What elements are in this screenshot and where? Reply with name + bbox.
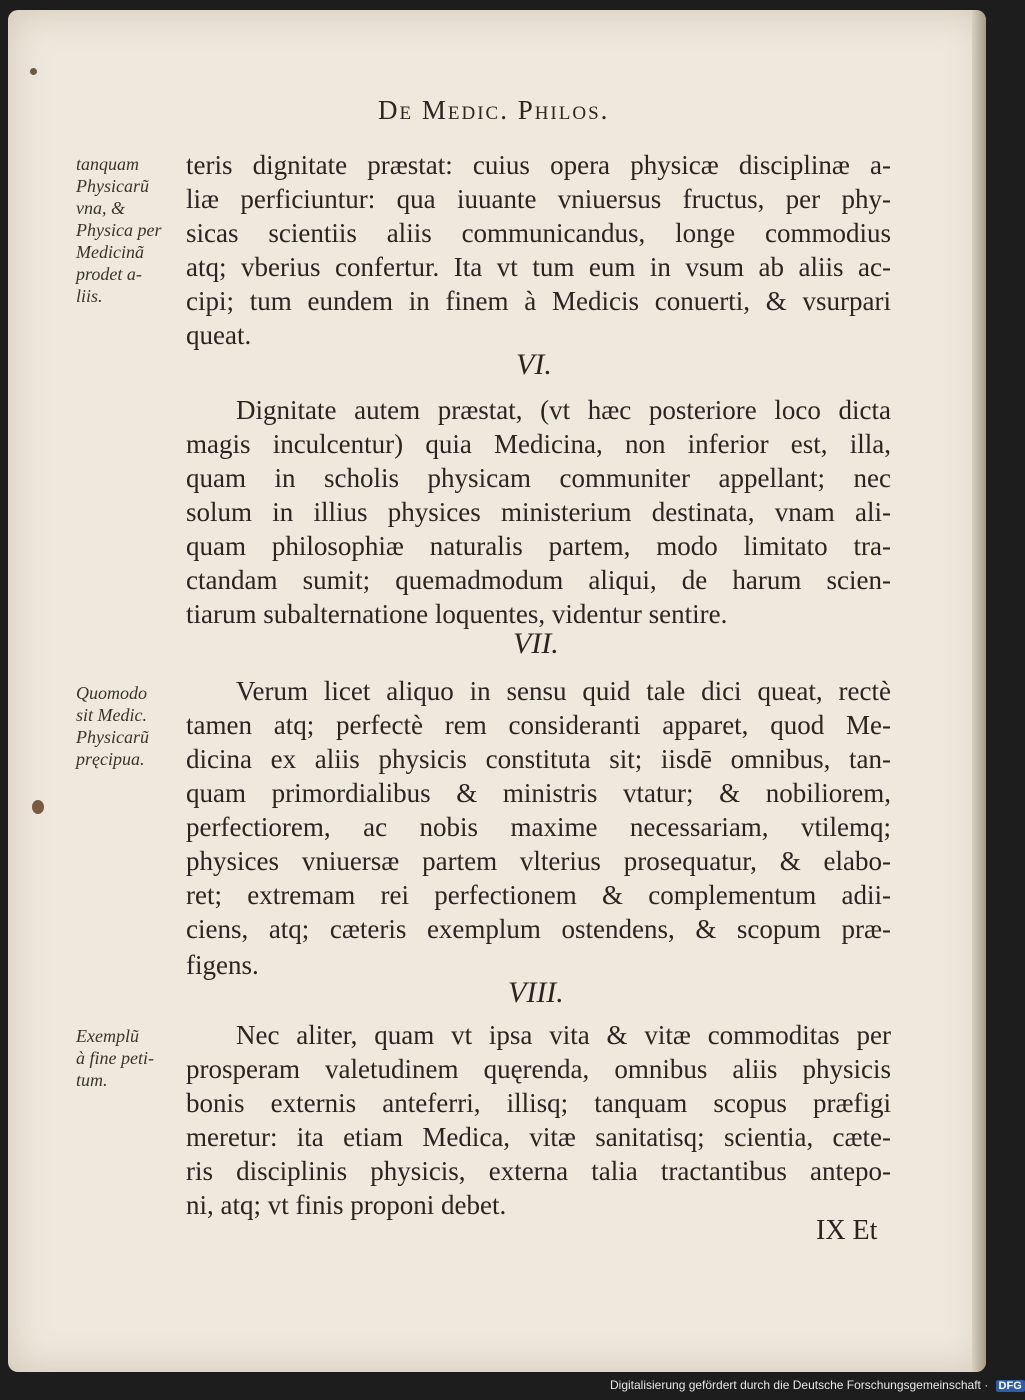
text-line: figens. — [186, 950, 259, 980]
dfg-logo: DFG — [996, 1380, 1025, 1392]
text-line: quam philosophiæ naturalis partem, modo limitato tra- — [186, 531, 891, 561]
text-line: quam primordialibus & ministris vtatur; & nobiliorem, — [186, 778, 891, 808]
text-line: magis inculcentur) quia Medicina, non inferior est, illa, — [186, 429, 891, 459]
margin-note: tanquam Physicarũ vna, & Physica per Medicinã prodet a- liis. — [76, 154, 162, 306]
ink-spot — [32, 800, 44, 814]
text-line: sicas scientiis aliis communicandus, longe commodius — [186, 218, 891, 248]
section-number: VI. — [516, 348, 552, 381]
margin-note: Quomodo sit Medic. Physicarũ pręcipua. — [76, 683, 149, 769]
running-head: De Medic. Philos. — [378, 95, 610, 125]
text-line: liæ perficiuntur: qua iuuante vniuersus fructus, per phy- — [186, 184, 891, 214]
text-line: Verum licet aliquo in sensu quid tale dici queat, rectè — [236, 676, 891, 706]
section-number: VII. — [513, 627, 559, 660]
catchword: IX Et — [816, 1215, 878, 1246]
text-line: dicina ex aliis physicis constituta sit; iisdē omnibus, tan- — [186, 744, 891, 774]
section-number: VIII. — [508, 976, 564, 1009]
text-line: Dignitate autem præstat, (vt hæc posteriore loco dicta — [236, 395, 891, 425]
text-line: teris dignitate præstat: cuius opera physicæ disciplinæ a- — [186, 150, 891, 180]
text-line: prosperam valetudinem quęrenda, omnibus aliis physicis — [186, 1054, 891, 1084]
text-line: ris disciplinis physicis, externa talia tractantibus antepo- — [186, 1156, 891, 1186]
text-line: quam in scholis physicam communiter appellant; nec — [186, 463, 891, 493]
text-line: bonis externis anteferri, illisq; tanquam scopus præfigi — [186, 1088, 891, 1118]
margin-note: Exemplũ à fine peti- tum. — [76, 1026, 154, 1090]
text-line: perfectiorem, ac nobis maxime necessariam, vtilemq; — [186, 812, 891, 842]
text-line: ni, atq; vt finis proponi debet. — [186, 1190, 507, 1220]
text-line: ciens, atq; cæteris exemplum ostendens, & scopum præ- — [186, 914, 891, 944]
text-line: cipi; tum eundem in finem à Medicis conuerti, & vsurpari — [186, 286, 891, 316]
text-line: Nec aliter, quam vt ipsa vita & vitæ commoditas per — [236, 1020, 891, 1050]
text-line: atq; vberius confertur. Ita vt tum eum in vsum ab aliis ac- — [186, 252, 891, 282]
text-line: ctandam sumit; quemadmodum aliqui, de harum scien- — [186, 565, 891, 595]
text-line: meretur: ita etiam Medica, vitæ sanitatisq; scientia, cæte- — [186, 1122, 891, 1152]
text-line: ret; extremam rei perfectionem & complementum adii- — [186, 880, 891, 910]
text-line: physices vniuersæ partem vlterius prosequatur, & elabo- — [186, 846, 891, 876]
ink-spot — [30, 68, 37, 75]
text-line: tamen atq; perfectè rem consideranti apparet, quod Me- — [186, 710, 891, 740]
text-line: tiarum subalternatione loquentes, videntur sentire. — [186, 599, 728, 629]
text-line: solum in illius physices ministerium destinata, vnam ali- — [186, 497, 891, 527]
book-page — [8, 10, 986, 1372]
digitization-credit — [610, 1378, 1025, 1392]
text-line: queat. — [186, 320, 252, 350]
page-edge — [972, 10, 986, 1372]
credit-text: Digitalisierung gefördert durch die Deutsche Forschungsgemeinschaft · — [610, 1378, 989, 1392]
